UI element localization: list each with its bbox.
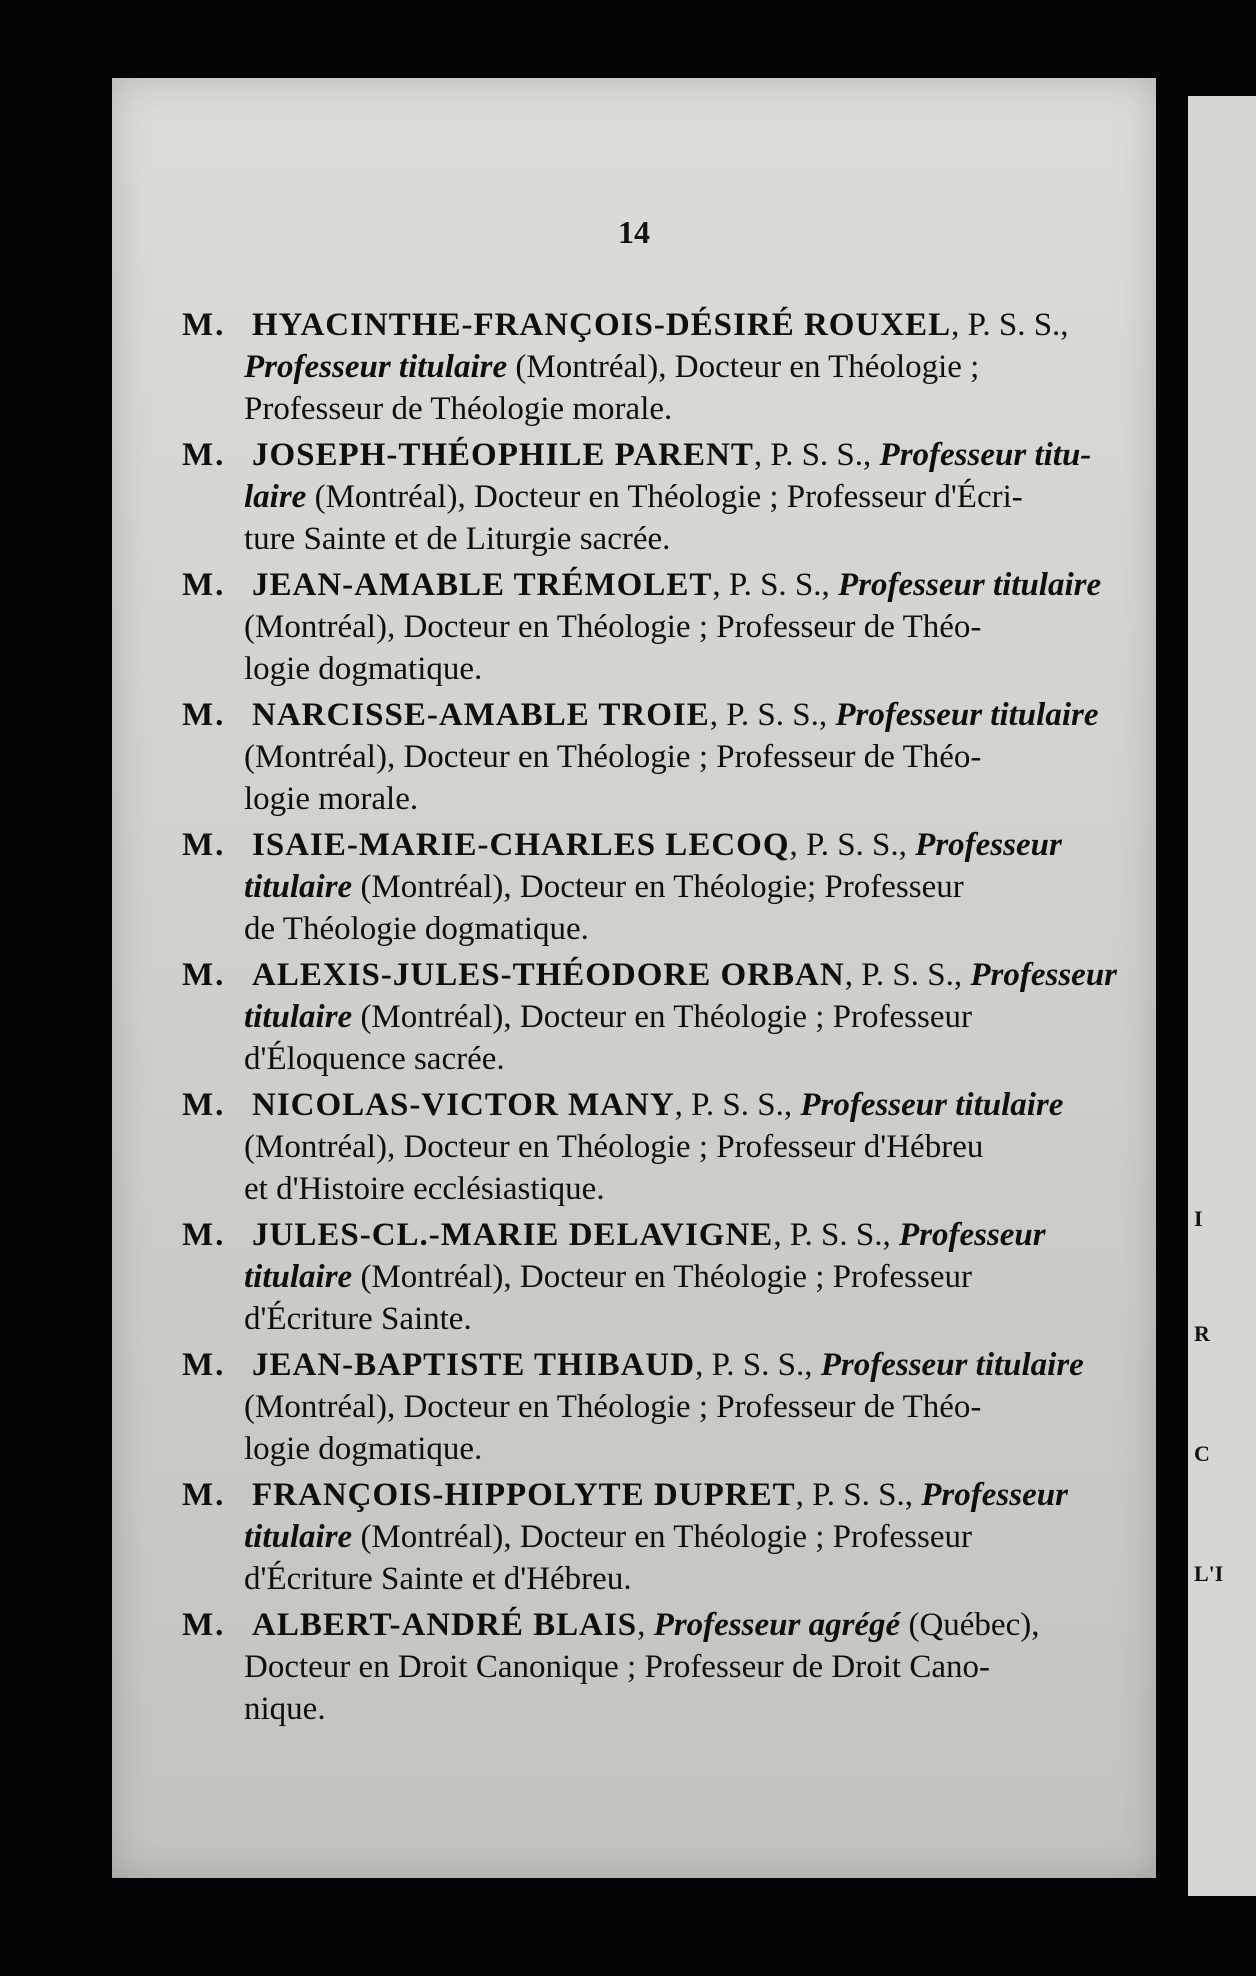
entry-line [252,694,1099,736]
entry-text: (Montréal), Docteur en Théologie ; Professeur de Théo- [244,1389,982,1425]
title-italic: titulaire [244,999,353,1035]
honorific-prefix: M. [182,307,226,343]
entry-text: (Montréal), Docteur en Théologie ; Professeur de Théo- [244,739,982,775]
title-italic: titulaire [244,869,353,905]
entry-text: d'Écriture Sainte. [244,1301,472,1337]
entry-text: (Montréal), Docteur en Théologie ; Professeur [352,999,972,1035]
entry-text: , P. S. S., [753,437,880,473]
entry-text: Docteur en Droit Canonique ; Professeur de Droit Cano- [244,1649,990,1685]
honorific-prefix: M. [182,437,226,473]
entry-text: , P. S. S., [951,307,1069,343]
entry-text: , P. S. S., [674,1087,801,1123]
title-italic: Professeur titulaire [820,1347,1084,1383]
entry-line [244,1126,983,1168]
entry-text: , P. S. S., [695,1347,821,1383]
entry-line [252,954,1117,996]
entry-text: d'Écriture Sainte et d'Hébreu. [244,1561,632,1597]
title-italic: laire [244,479,307,515]
entry-text: , [637,1607,654,1643]
person-name: JEAN-BAPTISTE THIBAUD [252,1347,696,1383]
entry-line [244,908,589,950]
person-name: NICOLAS-VICTOR MANY [252,1087,675,1123]
honorific-prefix: M. [182,1607,226,1643]
person-name: ISAIE-MARIE-CHARLES LECOQ [252,827,790,863]
entry-text: (Montréal), Docteur en Théologie; Professeur [352,869,964,905]
title-italic: Professeur agrégé [653,1607,901,1643]
entry-line [252,564,1101,606]
entry-line [244,1688,326,1730]
entry-text: (Montréal), Docteur en Théologie ; Professeur [352,1519,972,1555]
edge-letter: C [1194,1441,1210,1466]
honorific-prefix: M. [182,1087,226,1123]
entry-line [244,996,972,1038]
entry-text: de Théologie dogmatique. [244,911,589,947]
title-italic: titulaire [244,1519,353,1555]
person-name: FRANÇOIS-HIPPOLYTE DUPRET [252,1477,796,1513]
entry-text: (Montréal), Docteur en Théologie ; Professeur de Théo- [244,609,982,645]
entry-line [252,1344,1084,1386]
entry-line [244,1516,972,1558]
title-italic: titulaire [244,1259,353,1295]
person-name: NARCISSE-AMABLE TROIE [252,697,710,733]
entry-text: (Québec), [900,1607,1040,1643]
entry-line [244,346,979,388]
entry-line [244,1558,632,1600]
title-italic: Professeur titu- [879,437,1092,473]
title-italic: Professeur titulaire [244,349,508,385]
entry-line [244,736,981,778]
entry-line [252,1214,1046,1256]
adjacent-page-edge [1188,96,1256,1896]
entry-text: logie dogmatique. [244,651,483,687]
entry-line [244,1386,981,1428]
title-italic: Professeur [915,827,1062,863]
entry-text: et d'Histoire ecclésiastique. [244,1171,605,1207]
entry-text: nique. [244,1691,326,1727]
entry-text: (Montréal), Docteur en Théologie ; Professeur [352,1259,972,1295]
entry-text: , P. S. S., [795,1477,922,1513]
book-page [112,78,1156,1878]
entry-line [244,606,981,648]
person-name: ALEXIS-JULES-THÉODORE ORBAN [252,957,845,993]
entry-text: (Montréal), Docteur en Théologie ; [507,349,980,385]
entry-line [252,304,1069,346]
entry-line [252,1084,1063,1126]
person-name: JULES-CL.-MARIE DELAVIGNE [252,1217,774,1253]
person-name: JOSEPH-THÉOPHILE PARENT [252,437,754,473]
honorific-prefix: M. [182,957,226,993]
page-number: 14 [618,214,650,250]
entry-text: ture Sainte et de Liturgie sacrée. [244,521,671,557]
title-italic: Professeur titulaire [800,1087,1064,1123]
entry-line [244,1646,990,1688]
honorific-prefix: M. [182,1477,226,1513]
entry-line [244,1298,472,1340]
entry-text: (Montréal), Docteur en Théologie ; Professeur d'Hébreu [244,1129,984,1165]
entry-line [244,778,418,820]
entry-line [244,1256,972,1298]
title-italic: Professeur titulaire [838,567,1102,603]
entry-line [244,866,964,908]
person-name: JEAN-AMABLE TRÉMOLET [252,567,713,603]
entry-text: d'Éloquence sacrée. [244,1041,505,1077]
entry-line [244,1428,482,1470]
entry-line [244,476,1023,518]
honorific-prefix: M. [182,827,226,863]
edge-letter: R [1194,1321,1210,1346]
honorific-prefix: M. [182,1217,226,1253]
honorific-prefix: M. [182,697,226,733]
title-italic: Professeur [898,1217,1046,1253]
person-name: HYACINTHE-FRANÇOIS-DÉSIRÉ ROUXEL [252,307,952,343]
entry-line [244,1038,505,1080]
entry-text: (Montréal), Docteur en Théologie ; Professeur d'Écri- [306,479,1023,515]
entry-line [252,1604,1039,1646]
entry-text: , P. S. S., [789,827,916,863]
entry-text: logie dogmatique. [244,1431,483,1467]
entry-line [244,518,670,560]
entry-text: , P. S. S., [709,697,836,733]
entry-text: Professeur de Théologie morale. [244,391,673,427]
entry-text: logie morale. [244,781,419,817]
entry-line [252,1474,1068,1516]
entry-text: , P. S. S., [773,1217,899,1253]
entry-text: , P. S. S., [844,957,971,993]
entry-line [244,388,672,430]
entry-line [252,434,1091,476]
entry-line [244,648,482,690]
honorific-prefix: M. [182,567,226,603]
edge-letter: L'I [1194,1561,1224,1586]
title-italic: Professeur titulaire [835,697,1099,733]
entry-text: , P. S. S., [712,567,839,603]
honorific-prefix: M. [182,1347,226,1383]
edge-letter: I [1194,1206,1203,1231]
entry-line [244,1168,605,1210]
person-name: ALBERT-ANDRÉ BLAIS [252,1607,638,1643]
title-italic: Professeur [921,1477,1068,1513]
entry-line [252,824,1062,866]
title-italic: Professeur [970,957,1118,993]
